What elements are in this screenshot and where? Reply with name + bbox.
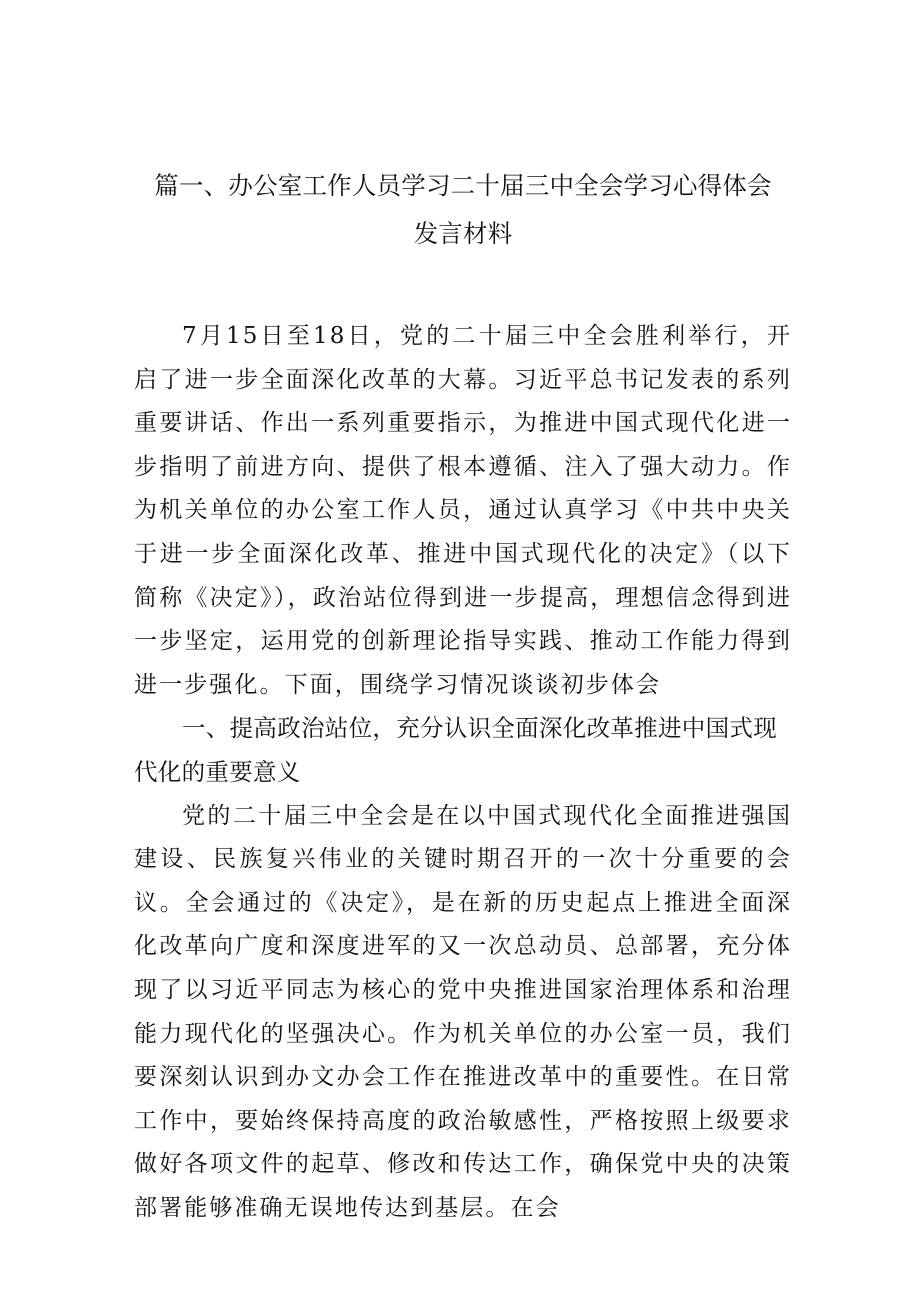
- body-paragraph-2: 党的二十届三中全会是在以中国式现代化全面推进强国建设、民族复兴伟业的关键时期召开的一次十分重要的会议。全会通过的《决定》，是在新的历史起点上推进全面深化改革向广度和深度进军的又一次总动员、总部署，充分体现了以习近平同志为核心的党中央推进国家治理体系和治理能力现代化的坚强决心。作为机关单位的办公室一员，我们要深刻认识到办文办会工作在推进改革中的重要性。在日常工作中，要始终保持高度的政治敏感性，严格按照上级要求做好各项文件的起草、修改和传达工作，确保党中央的决策部署能够准确无误地传达到基层。在会: [134, 802, 792, 1221]
- title-line-1: 篇一、办公室工作人员学习二十届三中全会学习心得体会: [154, 171, 772, 200]
- document-title: [134, 162, 792, 258]
- body-paragraph-1: 7月15日至18日，党的二十届三中全会胜利举行，开启了进一步全面深化改革的大幕。习近平总书记发表的系列重要讲话、作出一系列重要指示，为推进中国式现代化进一步指明了前进方向、提供了根本遵循、注入了强大动力。作为机关单位的办公室工作人员，通过认真学习《中共中央关于进一步全面深化改革、推进中国式现代化的决定》（以下简称《决定》），政治站位得到进一步提高，理想信念得到进一步坚定，运用党的创新理论指导实践、推动工作能力得到进一步强化。下面，围绕学习情况谈谈初步体会: [134, 323, 792, 698]
- title-line-2: 发言材料: [413, 219, 513, 248]
- section-heading-1: 一、提高政治站位，充分认识全面深化改革推进中国式现代化的重要意义: [134, 714, 777, 786]
